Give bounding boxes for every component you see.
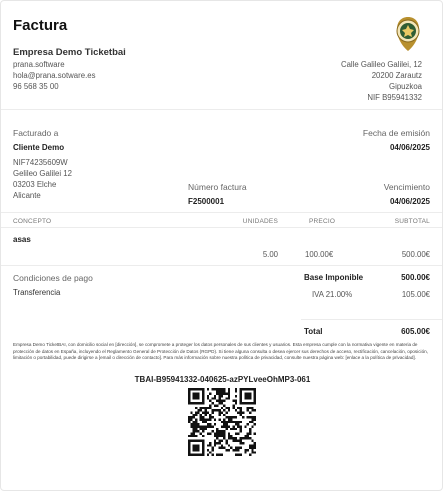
table-header-divider	[1, 227, 442, 228]
tax-base-value: 500.00€	[401, 273, 430, 282]
company-province: Gipuzkoa	[389, 82, 422, 91]
client-name: Cliente Demo	[13, 143, 65, 152]
total-value: 605.00€	[401, 327, 430, 336]
company-street: Calle Galileo Galilei, 12	[340, 60, 422, 69]
column-header-price: PRECIO	[309, 218, 336, 225]
due-date-label: Vencimiento	[383, 182, 430, 192]
vat-label: IVA 21.00%	[312, 290, 353, 299]
due-date-value: 04/06/2025	[389, 197, 430, 206]
column-header-units: UNIDADES	[242, 218, 278, 225]
issue-date-label: Fecha de emisión	[362, 128, 430, 138]
invoice-number-label: Número factura	[188, 182, 247, 192]
item-concept: asas	[13, 235, 31, 244]
invoice-title: Factura	[13, 17, 68, 34]
company-phone: 96 568 35 00	[13, 82, 59, 91]
client-province: Alicante	[13, 191, 41, 200]
client-nif: NIF74235609W	[13, 158, 68, 167]
client-street: Gelileo Galilei 12	[13, 169, 72, 178]
vat-value: 105.00€	[401, 290, 430, 299]
items-divider	[1, 265, 442, 266]
issue-date-value: 04/06/2025	[389, 143, 430, 152]
billed-to-label: Facturado a	[13, 128, 59, 138]
company-web[interactable]: prana.software	[13, 60, 65, 69]
column-header-concept: CONCEPTO	[13, 218, 52, 225]
header-divider	[1, 109, 442, 110]
table-top-divider	[1, 212, 442, 213]
ticketbai-code: TBAI-B95941332-040625-azPYLveeOhMP3-061	[134, 375, 311, 384]
total-divider	[301, 319, 442, 320]
payment-terms-label: Condiciones de pago	[13, 273, 93, 283]
privacy-legal-text: Empresa Demo TicketBAI, con domicilio social en [dirección], se compromete a proteger los datos personales de sus clientes y usuarios. Esta empresa cumple con la normativa vigente en materia de protección de datos en España, incluyendo el Reglamento General de Protección de Datos (RGPD). Si tiene alguna consulta o desea ejercer sus derechos de acceso, rectificación, cancelación, oposición, limitación o portabilidad, puede dirigirse a [email o dirección de contacto]. Para más información sobre nuestra política de privacidad, consulte nuestra página web: [enlace a la política de privacidad].	[13, 342, 428, 361]
client-city: 03203 Elche	[13, 180, 57, 189]
company-city: 20200 Zarautz	[371, 71, 422, 80]
invoice-number-value: F2500001	[188, 197, 225, 206]
item-units: 5.00	[262, 250, 278, 259]
item-subtotal: 500.00€	[401, 250, 430, 259]
company-email[interactable]: hola@prana.sotware.es	[13, 71, 96, 80]
tax-base-label: Base Imponible	[304, 273, 364, 282]
column-header-subtotal: SUBTOTAL	[394, 218, 430, 225]
item-price: 100.00€	[305, 250, 334, 259]
company-nif: NIF B95941332	[367, 93, 422, 102]
company-seal-logo-icon	[392, 16, 424, 52]
company-name: Empresa Demo Ticketbai	[13, 47, 126, 58]
ticketbai-qr-code-icon	[188, 388, 256, 456]
payment-method: Transferencia	[13, 288, 61, 297]
total-label: Total	[304, 327, 323, 336]
